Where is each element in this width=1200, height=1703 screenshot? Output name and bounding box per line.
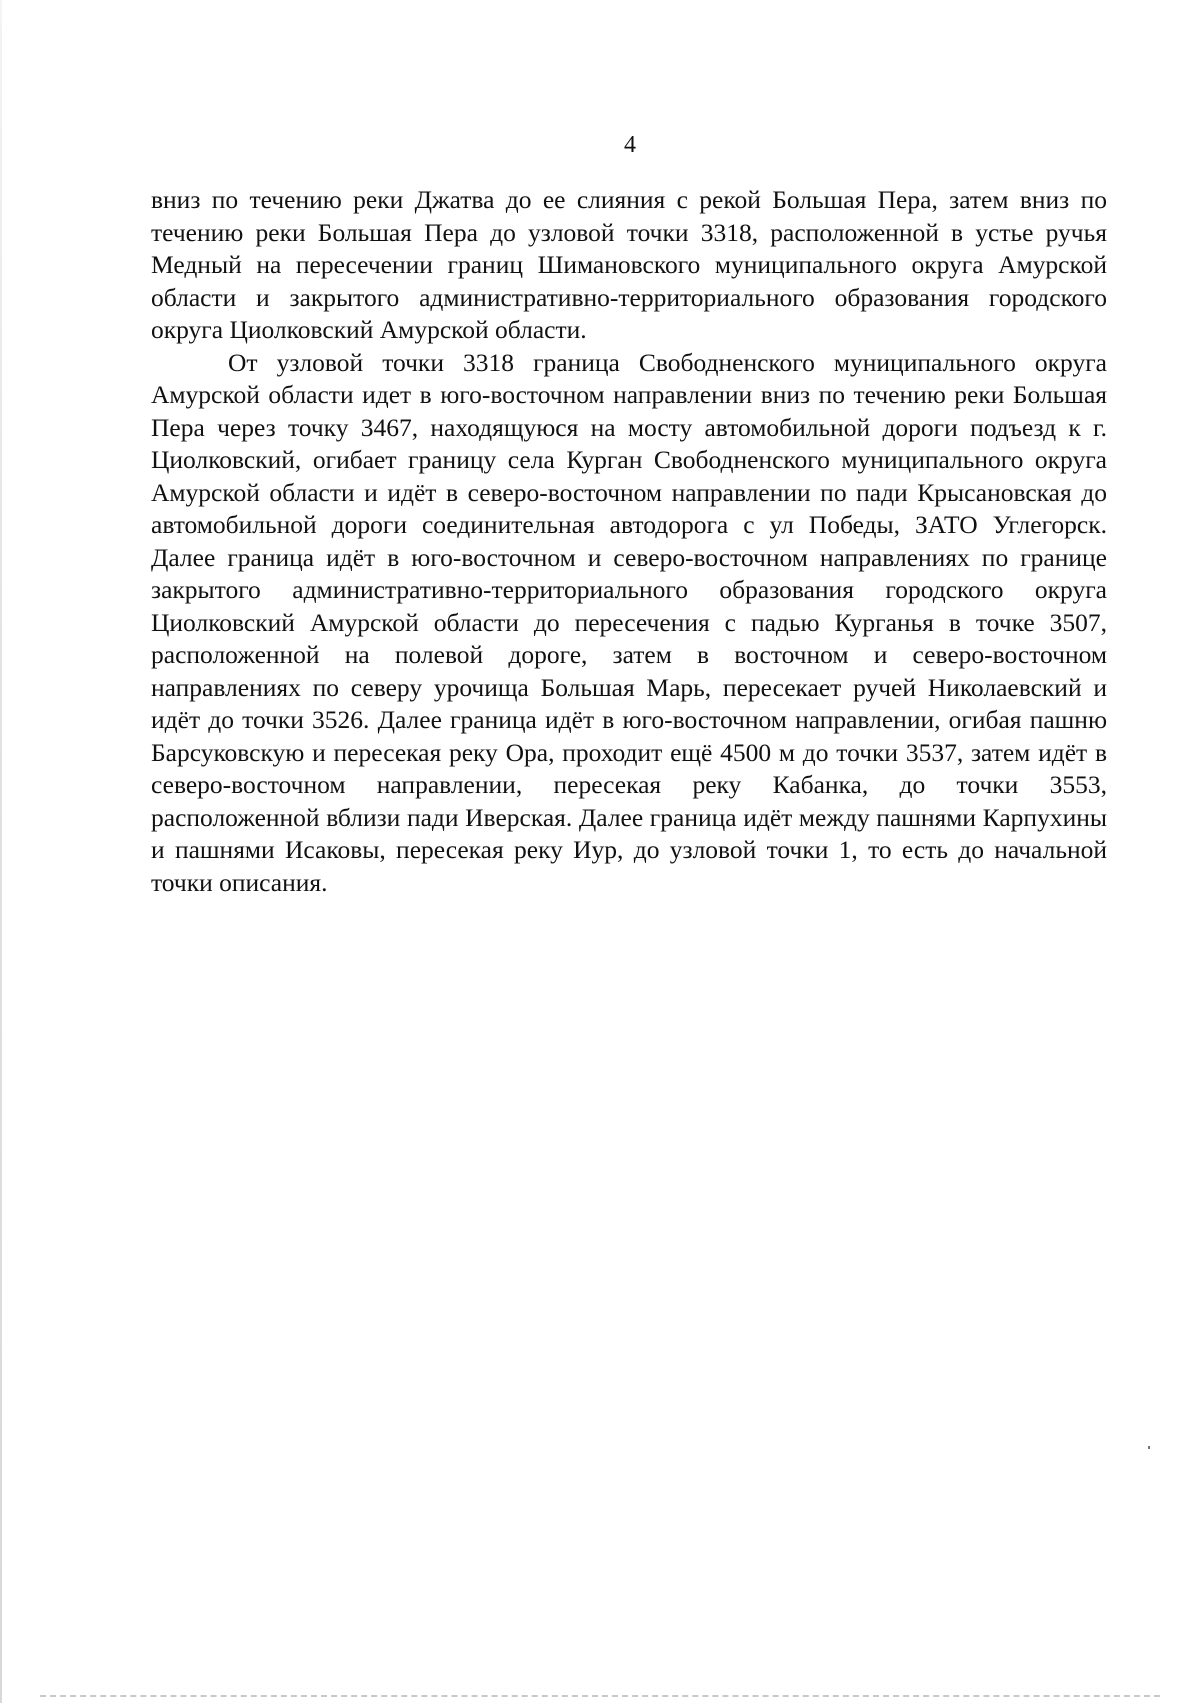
- scan-edge-left: [0, 0, 2, 1703]
- page-number: 4: [624, 132, 636, 158]
- scan-edge-bottom: [40, 1695, 1160, 1697]
- scan-speck: [1148, 1446, 1150, 1449]
- document-body: [151, 184, 1107, 899]
- paragraph-continuation: вниз по течению реки Джатва до ее слияния с рекой Большая Пера, затем вниз по течению реки Большая Пера до узловой точки 3318, расположенной в устье ручья Медный на пересечении границ Шимановского муниципального округа Амурской области и закрытого административно-территориального образования городского округа Циолковский Амурской области.: [151, 185, 1107, 344]
- paragraph-boundary-description: От узловой точки 3318 граница Свободненского муниципального округа Амурской области идет в юго-восточном направлении вниз по течению реки Большая Пера через точку 3467, находящуюся на мосту автомобильной дороги подъезд к г. Циолковский, огибает границу села Курган Свободненского муниципального округа Амурской области и идёт в северо-восточном направлении по пади Крысановская до автомобильной дороги соединительная автодорога с ул Победы, ЗАТО Углегорск. Далее граница идёт в юго-восточном и северо-восточном направлениях по границе закрытого административно-территориального образования городского округа Циолковский Амурской области до пересечения с падью Курганья в точке 3507, расположенной на полевой дороге, затем в восточном и северо-восточном направлениях по северу урочища Большая Марь, пересекает ручей Николаевский и идёт до точки 3526. Далее граница идёт в юго-восточном направлении, огибая пашню Барсуковскую и пересекая реку Ора, проходит ещё 4500 м до точки 3537, затем идёт в северо-восточном направлении, пересекая реку Кабанка, до точки 3553, расположенной вблизи пади Иверская. Далее граница идёт между пашнями Карпухины и пашнями Исаковы, пересекая реку Иур, до узловой точки 1, то есть до начальной точки описания.: [151, 347, 1107, 897]
